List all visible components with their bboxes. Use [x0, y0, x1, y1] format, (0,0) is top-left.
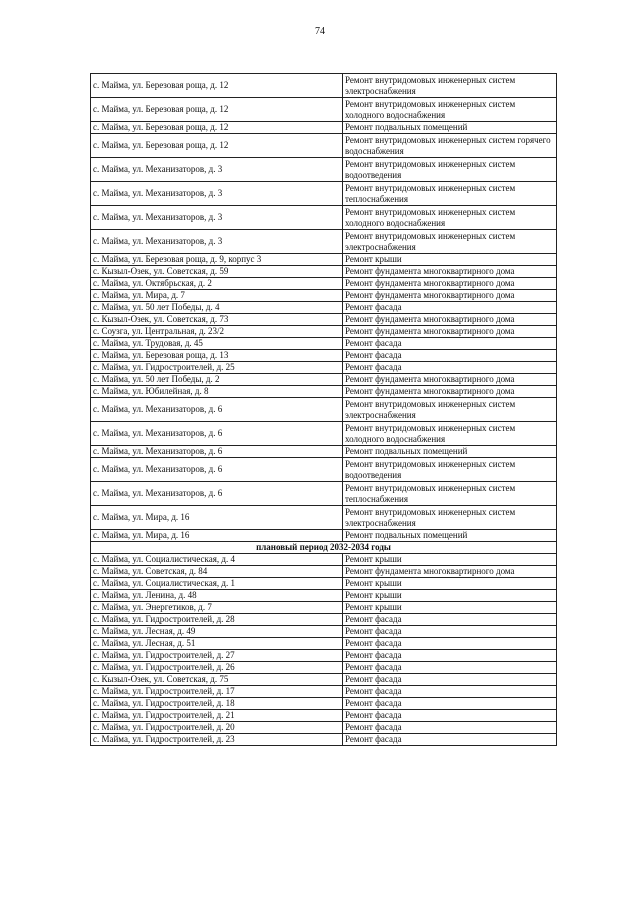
- table-row: [91, 686, 557, 698]
- work-cell: Ремонт внутридомовых инженерных систем холодного водоснабжения: [343, 422, 557, 446]
- address-cell: с. Майма, ул. Энергетиков, д. 7: [91, 602, 343, 614]
- table-row: [91, 578, 557, 590]
- table-row: [91, 422, 557, 446]
- table-body: [91, 74, 557, 746]
- table-row: [91, 602, 557, 614]
- table-row: [91, 158, 557, 182]
- address-cell: с. Майма, ул. Ленина, д. 48: [91, 590, 343, 602]
- address-cell: с. Майма, ул. Березовая роща, д. 9, корпус 3: [91, 254, 343, 266]
- address-cell: с. Майма, ул. Механизаторов, д. 3: [91, 206, 343, 230]
- table-row: [91, 446, 557, 458]
- work-cell: Ремонт фасада: [343, 722, 557, 734]
- work-cell: Ремонт внутридомовых инженерных систем электроснабжения: [343, 506, 557, 530]
- table-row: [91, 614, 557, 626]
- work-cell: Ремонт фасада: [343, 710, 557, 722]
- address-cell: с. Майма, ул. Мира, д. 7: [91, 290, 343, 302]
- address-cell: с. Майма, ул. Механизаторов, д. 3: [91, 158, 343, 182]
- table-row: [91, 134, 557, 158]
- address-cell: с. Майма, ул. Гидростроителей, д. 26: [91, 662, 343, 674]
- address-cell: с. Майма, ул. Социалистическая, д. 1: [91, 578, 343, 590]
- table-row: [91, 74, 557, 98]
- address-cell: с. Майма, ул. Гидростроителей, д. 17: [91, 686, 343, 698]
- table-row: [91, 374, 557, 386]
- address-cell: с. Майма, ул. Мира, д. 16: [91, 530, 343, 542]
- address-cell: с. Майма, ул. Гидростроителей, д. 27: [91, 650, 343, 662]
- address-cell: с. Кызыл-Озек, ул. Советская, д. 75: [91, 674, 343, 686]
- work-cell: Ремонт фасада: [343, 338, 557, 350]
- repair-schedule-table-wrap: [90, 73, 556, 746]
- address-cell: с. Майма, ул. Механизаторов, д. 6: [91, 398, 343, 422]
- table-row: [91, 266, 557, 278]
- table-row: [91, 458, 557, 482]
- work-cell: Ремонт фундамента многоквартирного дома: [343, 290, 557, 302]
- work-cell: Ремонт подвальных помещений: [343, 122, 557, 134]
- table-row: [91, 650, 557, 662]
- work-cell: Ремонт фундамента многоквартирного дома: [343, 278, 557, 290]
- work-cell: Ремонт фундамента многоквартирного дома: [343, 386, 557, 398]
- address-cell: с. Майма, ул. Трудовая, д. 45: [91, 338, 343, 350]
- table-row: [91, 506, 557, 530]
- work-cell: Ремонт внутридомовых инженерных систем теплоснабжения: [343, 482, 557, 506]
- table-row: [91, 254, 557, 266]
- table-row: [91, 626, 557, 638]
- address-cell: с. Майма, ул. Березовая роща, д. 12: [91, 122, 343, 134]
- work-cell: Ремонт внутридомовых инженерных систем водоотведения: [343, 458, 557, 482]
- table-row: [91, 530, 557, 542]
- address-cell: с. Майма, ул. Механизаторов, д. 6: [91, 422, 343, 446]
- work-cell: Ремонт внутридомовых инженерных систем холодного водоснабжения: [343, 98, 557, 122]
- address-cell: с. Майма, ул. 50 лет Победы, д. 2: [91, 374, 343, 386]
- work-cell: Ремонт фундамента многоквартирного дома: [343, 566, 557, 578]
- work-cell: Ремонт фасада: [343, 674, 557, 686]
- table-row: [91, 386, 557, 398]
- table-row: [91, 98, 557, 122]
- table-row: [91, 362, 557, 374]
- work-cell: Ремонт фасада: [343, 302, 557, 314]
- table-row: [91, 314, 557, 326]
- repair-schedule-table: [90, 73, 557, 746]
- work-cell: Ремонт фундамента многоквартирного дома: [343, 374, 557, 386]
- address-cell: с. Майма, ул. Советская, д. 84: [91, 566, 343, 578]
- address-cell: с. Майма, ул. Механизаторов, д. 6: [91, 482, 343, 506]
- address-cell: с. Кызыл-Озек, ул. Советская, д. 59: [91, 266, 343, 278]
- work-cell: Ремонт фасада: [343, 350, 557, 362]
- address-cell: с. Майма, ул. Березовая роща, д. 12: [91, 134, 343, 158]
- work-cell: Ремонт подвальных помещений: [343, 530, 557, 542]
- work-cell: Ремонт внутридомовых инженерных систем электроснабжения: [343, 230, 557, 254]
- address-cell: с. Майма, ул. Лесная, д. 49: [91, 626, 343, 638]
- address-cell: с. Майма, ул. Гидростроителей, д. 23: [91, 734, 343, 746]
- table-row: [91, 230, 557, 254]
- work-cell: Ремонт подвальных помещений: [343, 446, 557, 458]
- table-row: [91, 398, 557, 422]
- work-cell: Ремонт внутридомовых инженерных систем электроснабжения: [343, 74, 557, 98]
- table-row: [91, 206, 557, 230]
- work-cell: Ремонт внутридомовых инженерных систем теплоснабжения: [343, 182, 557, 206]
- table-row: [91, 182, 557, 206]
- address-cell: с. Майма, ул. Березовая роща, д. 12: [91, 74, 343, 98]
- table-row: [91, 638, 557, 650]
- work-cell: Ремонт крыши: [343, 590, 557, 602]
- table-row: [91, 566, 557, 578]
- work-cell: Ремонт фасада: [343, 650, 557, 662]
- address-cell: с. Майма, ул. Мира, д. 16: [91, 506, 343, 530]
- table-row: [91, 278, 557, 290]
- address-cell: с. Майма, ул. Гидростроителей, д. 28: [91, 614, 343, 626]
- address-cell: с. Майма, ул. Березовая роща, д. 13: [91, 350, 343, 362]
- table-row: [91, 734, 557, 746]
- address-cell: с. Майма, ул. Механизаторов, д. 3: [91, 182, 343, 206]
- table-row: [91, 338, 557, 350]
- page-number: 74: [315, 26, 325, 37]
- table-row: [91, 698, 557, 710]
- work-cell: Ремонт фундамента многоквартирного дома: [343, 326, 557, 338]
- work-cell: Ремонт внутридомовых инженерных систем горячего водоснабжения: [343, 134, 557, 158]
- table-row: [91, 710, 557, 722]
- table-row: [91, 326, 557, 338]
- table-row: [91, 482, 557, 506]
- table-row: [91, 122, 557, 134]
- address-cell: с. Кызыл-Озек, ул. Советская, д. 73: [91, 314, 343, 326]
- work-cell: Ремонт крыши: [343, 254, 557, 266]
- table-row: [91, 662, 557, 674]
- address-cell: с. Майма, ул. Лесная, д. 51: [91, 638, 343, 650]
- work-cell: Ремонт фасада: [343, 362, 557, 374]
- address-cell: с. Майма, ул. Социалистическая, д. 4: [91, 554, 343, 566]
- address-cell: с. Майма, ул. Механизаторов, д. 6: [91, 446, 343, 458]
- work-cell: Ремонт фасада: [343, 662, 557, 674]
- table-row: [91, 350, 557, 362]
- address-cell: с. Соузга, ул. Центральная, д. 23/2: [91, 326, 343, 338]
- work-cell: Ремонт крыши: [343, 602, 557, 614]
- table-row: [91, 674, 557, 686]
- work-cell: Ремонт фундамента многоквартирного дома: [343, 266, 557, 278]
- work-cell: Ремонт фасада: [343, 734, 557, 746]
- work-cell: Ремонт фасада: [343, 638, 557, 650]
- address-cell: с. Майма, ул. Юбилейная, д. 8: [91, 386, 343, 398]
- address-cell: с. Майма, ул. Гидростроителей, д. 18: [91, 698, 343, 710]
- table-row: [91, 722, 557, 734]
- work-cell: Ремонт крыши: [343, 578, 557, 590]
- work-cell: Ремонт фасада: [343, 686, 557, 698]
- address-cell: с. Майма, ул. Механизаторов, д. 6: [91, 458, 343, 482]
- work-cell: Ремонт фасада: [343, 626, 557, 638]
- address-cell: с. Майма, ул. Механизаторов, д. 3: [91, 230, 343, 254]
- address-cell: с. Майма, ул. Гидростроителей, д. 20: [91, 722, 343, 734]
- work-cell: Ремонт внутридомовых инженерных систем холодного водоснабжения: [343, 206, 557, 230]
- table-row: [91, 302, 557, 314]
- address-cell: с. Майма, ул. Гидростроителей, д. 21: [91, 710, 343, 722]
- work-cell: Ремонт фасада: [343, 698, 557, 710]
- address-cell: с. Майма, ул. Октябрьская, д. 2: [91, 278, 343, 290]
- address-cell: с. Майма, ул. Гидростроителей, д. 25: [91, 362, 343, 374]
- work-cell: Ремонт фундамента многоквартирного дома: [343, 314, 557, 326]
- address-cell: с. Майма, ул. Березовая роща, д. 12: [91, 98, 343, 122]
- work-cell: Ремонт фасада: [343, 614, 557, 626]
- section-title: плановый период 2032-2034 годы: [91, 542, 557, 554]
- section-row: [91, 542, 557, 554]
- address-cell: с. Майма, ул. 50 лет Победы, д. 4: [91, 302, 343, 314]
- table-row: [91, 290, 557, 302]
- work-cell: Ремонт внутридомовых инженерных систем водоотведения: [343, 158, 557, 182]
- table-row: [91, 554, 557, 566]
- table-row: [91, 590, 557, 602]
- work-cell: Ремонт внутридомовых инженерных систем электроснабжения: [343, 398, 557, 422]
- work-cell: Ремонт крыши: [343, 554, 557, 566]
